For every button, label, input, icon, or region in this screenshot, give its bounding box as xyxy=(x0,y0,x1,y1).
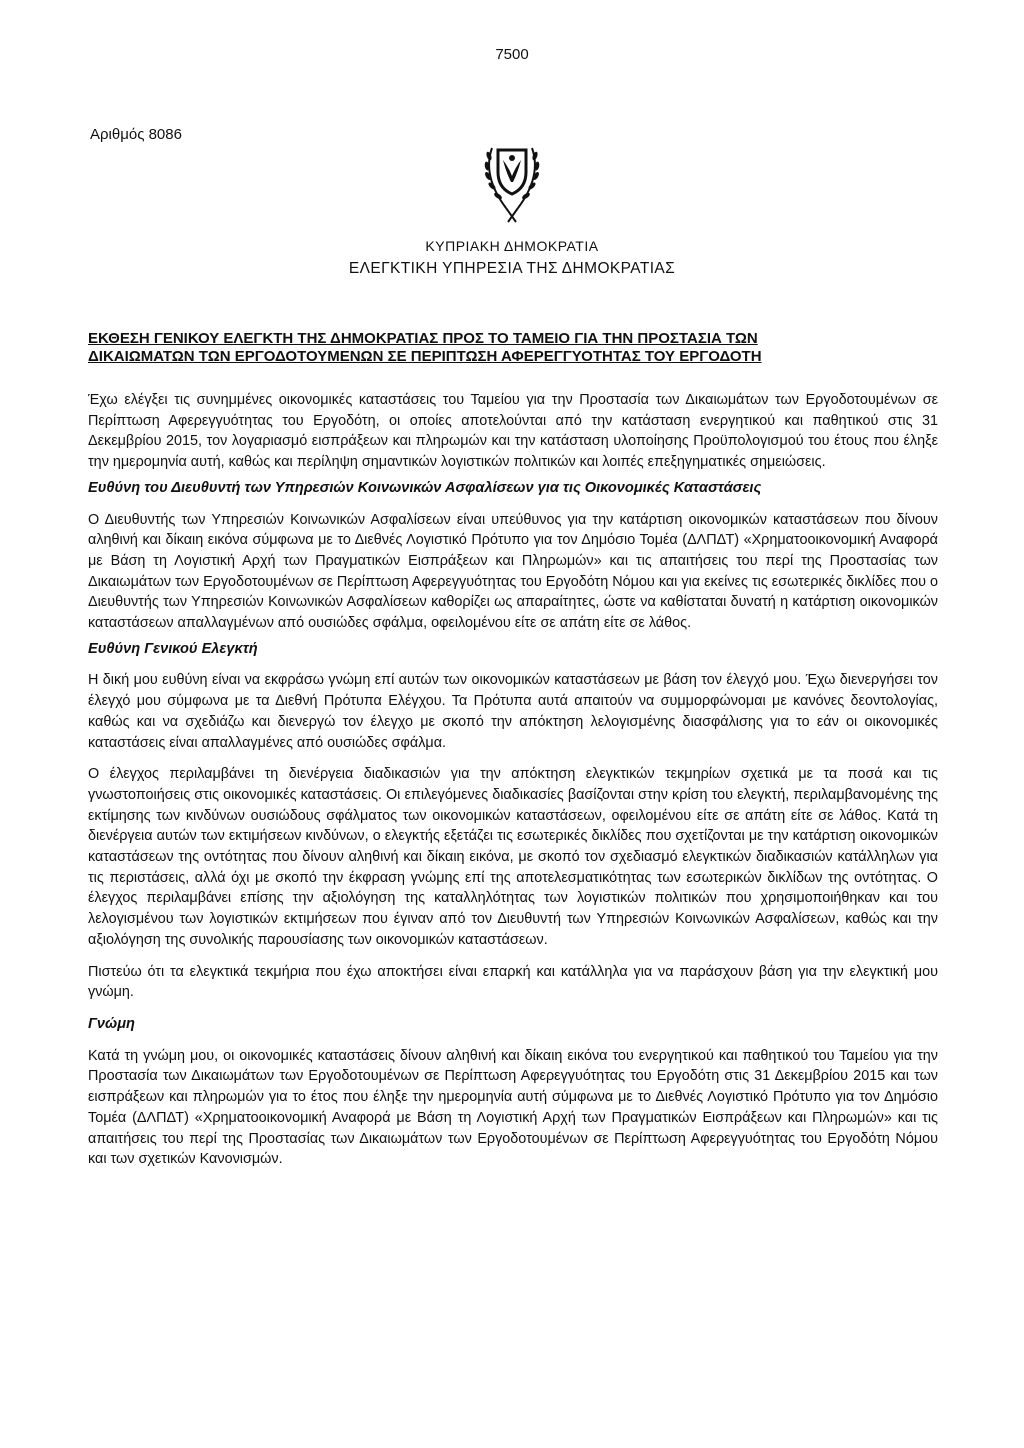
audit-service-name: ΕΛΕΓΚΤΙΚΗ ΥΠΗΡΕΣΙΑ ΤΗΣ ΔΗΜΟΚΡΑΤΙΑΣ xyxy=(348,260,676,277)
page-number: 7500 xyxy=(495,46,529,63)
report-body xyxy=(88,390,938,1170)
auditor-responsibility-paragraph-1: Η δική μου ευθύνη είναι να εκφράσω γνώμη επί αυτών των οικονομικών καταστάσεων με βάση τον έλεγχό μου. Έχω διενεργήσει τον έλεγχό μου σύμφωνα με τα Διεθνή Πρότυπα Ελέγχου. Τα Πρότυπα αυτά απαιτούν να συμμορφώνομαι με κανόνες δεοντολογίας, καθώς και να σχεδιάζω και διενεργώ τον έλεγχο με σκοπό την απόκτηση λελογισμένης διασφάλισης για το εάν οι οικονομικές καταστάσεις είναι απαλλαγμένες από ουσιώδες σφάλμα. xyxy=(88,672,938,751)
report-title-line-2: ΔΙΚΑΙΩΜΑΤΩΝ ΤΩΝ ΕΡΓΟΔΟΤΟΥΜΕΝΩΝ ΣΕ ΠΕΡΙΠΤΩΣΗ ΑΦΕΡΕΓΓΥΟΤΗΤΑΣ ΤΟΥ ΕΡΓΟΔΟΤΗ xyxy=(88,348,762,365)
document-number: Αριθμός 8086 xyxy=(90,126,182,143)
opinion-paragraph: Κατά τη γνώμη μου, οι οικονομικές καταστάσεις δίνουν αληθινή και δίκαιη εικόνα του ενεργητικού και παθητικού του Ταμείου για την Προστασία των Δικαιωμάτων των Εργοδοτουμένων σε Περίπτωση Αφερεγγυότητας του Εργοδότη στις 31 Δεκεμβρίου 2015 και των εισπράξεων και πληρωμών για το έτος που έληξε την ημερομηνία αυτή σύμφωνα με το Διεθνές Λογιστικό Πρότυπο για τον Δημόσιο Τομέα (ΔΛΠΔΤ) «Χρηματοοικονομική Αναφορά με Βάση τη Λογιστική Αρχή των Πραγματικών Εισπράξεων και Πληρωμών» και τις απαιτήσεις του περί της Προστασίας των Δικαιωμάτων των Εργοδοτουμένων σε Περίπτωση Αφερεγγυότητας του Εργοδότη Νόμου και των σχετικών Κανονισμών. xyxy=(88,1047,938,1168)
management-responsibility-paragraph: Ο Διευθυντής των Υπηρεσιών Κοινωνικών Ασφαλίσεων είναι υπεύθυνος για την κατάρτιση οικονομικών καταστάσεων που δίνουν αληθινή και δίκαιη εικόνα σύμφωνα με το Διεθνές Λογιστικό Πρότυπο για τον Δημόσιο Τομέα (ΔΛΠΔΤ) «Χρηματοοικονομική Αναφορά με Βάση τη Λογιστική Αρχή των Πραγματικών Εισπράξεων και Πληρωμών» και τις απαιτήσεις του περί της Προστασίας των Δικαιωμάτων των Εργοδοτουμένων σε Περίπτωση Αφερεγγυότητας του Εργοδότη Νόμου και για εκείνες τις εσωτερικές δικλίδες που ο Διευθυντής των Υπηρεσιών Κοινωνικών Ασφαλίσεων καθορίζει ως απαραίτητες, ώστε να καθίσταται δυνατή η κατάρτιση οικονομικών καταστάσεων απαλλαγμένων από ουσιώδες σφάλμα, οφειλομένου είτε σε απάτη είτε σε λάθος. xyxy=(88,511,938,632)
report-title-line-1: ΕΚΘΕΣΗ ΓΕΝΙΚΟΥ ΕΛΕΓΚΤΗ ΤΗΣ ΔΗΜΟΚΡΑΤΙΑΣ ΠΡΟΣ ΤΟ ΤΑΜΕΙΟ ΓΙΑ ΤΗΝ ΠΡΟΣΤΑΣΙΑ ΤΩΝ xyxy=(88,330,758,347)
report-title xyxy=(88,330,938,366)
auditor-responsibility-paragraph-3: Πιστεύω ότι τα ελεγκτικά τεκμήρια που έχω αποκτήσει είναι επαρκή και κατάλληλα για να παράσχουν βάση για την ελεγκτική μου γνώμη. xyxy=(88,963,938,1001)
republic-name: ΚΥΠΡΙΑΚΗ ΔΗΜΟΚΡΑΤΙΑ xyxy=(425,238,599,254)
section-heading-auditor-responsibility: Ευθύνη Γενικού Ελεγκτή xyxy=(88,640,258,657)
section-heading-management-responsibility: Ευθύνη του Διευθυντή των Υπηρεσιών Κοινωνικών Ασφαλίσεων για τις Οικονομικές Καταστάσεις xyxy=(88,479,762,496)
cyprus-coat-of-arms-icon xyxy=(476,142,548,230)
auditor-responsibility-paragraph-2: Ο έλεγχος περιλαμβάνει τη διενέργεια διαδικασιών για την απόκτηση ελεγκτικών τεκμηρίων σχετικά με τα ποσά και τις γνωστοποιήσεις στις οικονομικές καταστάσεις. Οι επιλεγόμενες διαδικασίες βασίζονται στην κρίση του ελεγκτή, περιλαμβανομένης της εκτίμησης των κινδύνων ουσιώδους σφάλματος των οικονομικών καταστάσεων, οφειλομένου είτε σε απάτη είτε σε λάθος. Κατά τη διενέργεια αυτών των εκτιμήσεων κινδύνων, ο ελεγκτής εξετάζει τις εσωτερικές δικλίδες που σχετίζονται με την κατάρτιση οικονομικών καταστάσεων της οντότητας που δίνουν αληθινή και δίκαιη εικόνα, με σκοπό τον σχεδιασμό ελεγκτικών διαδικασιών κατάλληλων για τις περιστάσεις, αλλά όχι με σκοπό την έκφραση γνώμης επί της αποτελεσματικότητας των εσωτερικών δικλίδων της οντότητας. Ο έλεγχος περιλαμβάνει επίσης την αξιολόγηση της καταλληλότητας των λογιστικών πολιτικών που χρησιμοποιήθηκαν και του λελογισμένου των λογιστικών εκτιμήσεων που έγιναν από τον Διευθυντή των Υπηρεσιών Κοινωνικών Ασφαλίσεων, καθώς και την αξιολόγηση της συνολικής παρουσίασης των οικονομικών καταστάσεων. xyxy=(88,766,938,948)
section-heading-opinion: Γνώμη xyxy=(88,1015,135,1032)
intro-paragraph: Έχω ελέγξει τις συνημμένες οικονομικές καταστάσεις του Ταμείου για την Προστασία των Δικαιωμάτων των Εργοδοτουμένων σε Περίπτωση Αφερεγγυότητας του Εργοδότη, οι οποίες αποτελούνται από την κατάσταση ενεργητικού και παθητικού στις 31 Δεκεμβρίου 2015, τον λογαριασμό εισπράξεων και πληρωμών και την κατάσταση υλοποίησης Προϋπολογισμού του έτους που έληξε την ημερομηνία αυτή, καθώς και περίληψη σημαντικών λογιστικών πολιτικών και λοιπές επεξηγηματικές σημειώσεις. xyxy=(88,392,938,471)
